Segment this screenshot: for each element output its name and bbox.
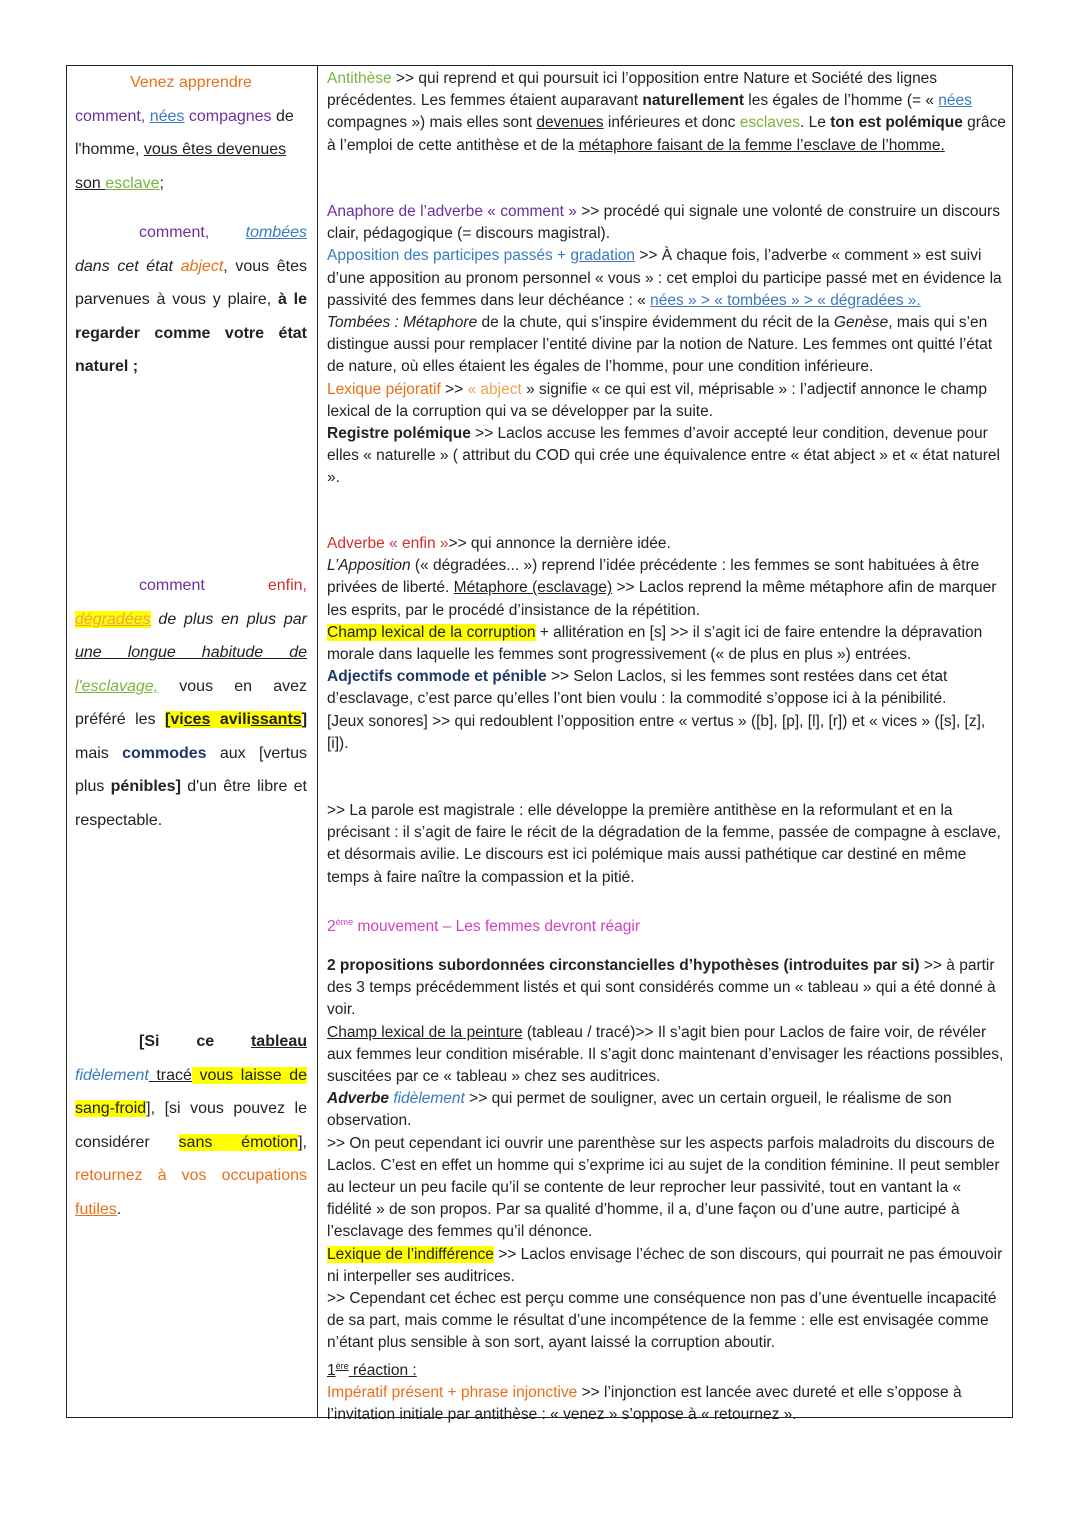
- text-line: Venez apprendre: [130, 74, 252, 91]
- text-line: retournez à vos occupations: [75, 1167, 307, 1184]
- commentary-paragraph: Anaphore de l’adverbe « comment » >> procédé qui signale une volonté de construire un discours clair, pédagogique (= discours magistral).: [327, 203, 1000, 243]
- text-line: l'esclavage, vous en avez: [75, 677, 307, 695]
- commentary-paragraph: Impératif présent + phrase injonctive >> l’injonction est lancée avec dureté et elle s’oppose à l’invitation initiale par antithèse : « venez » s’oppose à « retournez ».: [327, 1384, 962, 1424]
- text-line: préféré les [vices avilissants]: [75, 711, 308, 728]
- text-line: naturel ;: [75, 358, 139, 375]
- column-divider: [317, 66, 318, 1417]
- commentary-block-4: [327, 800, 1007, 889]
- commentary-paragraph: >> Cependant cet échec est perçu comme une conséquence non pas d’une éventuelle incapacité de sa part, mais comme le résultat d’une incompétence de la femme : elle est envisagée comme n’étant plus sensible à son sort, ayant laissé la corruption aboutir.: [327, 1290, 997, 1352]
- commentary-block-5: [327, 955, 1007, 1426]
- analysis-table: [66, 65, 1013, 1424]
- text-line: considérer sans émotion],: [75, 1133, 307, 1151]
- commentary-paragraph: Champ lexical de la corruption + allitération en [s] >> il s’agit ici de faire entendre la dépravation morale dans laquelle les femmes sont progressivement (« de plus en plus ») entrées.: [327, 623, 983, 664]
- text-passage-1: [75, 66, 307, 200]
- text-line: comment enfin,: [139, 577, 307, 594]
- text-passage-3: [75, 569, 307, 837]
- text-line: respectable.: [75, 811, 163, 829]
- commentary-paragraph: Apposition des participes passés + gradation >> À chaque fois, l’adverbe « comment » est suivi d’une apposition au pronom personnel « vous » : cet emploi du participe passé met en évidence la passivité des femmes dans leur déchéance : « nées » > « tombées » > « dégradées ».: [327, 247, 1002, 309]
- commentary-paragraph: Adverbe « enfin »>> qui annonce la dernière idée.: [327, 535, 671, 552]
- commentary-paragraph: Lexique de l’indifférence >> Laclos envisage l’échec de son discours, qui pourrait ne pas émouvoir ni interpeller ses auditrices.: [327, 1245, 1003, 1285]
- text-line: une longue habitude de: [75, 644, 307, 661]
- commentary-paragraph: >> On peut cependant ici ouvrir une parenthèse sur les aspects parfois maladroits du discours de Laclos. C’est en effet un homme qui s’exprime ici au sujet de la condition féminine. Il peut sembler au lecteur un peu facile qu’il se contente de leur reprocher leur passivité, tout en vantant la « fidélité » de son propos. Par sa qualité d’homme, il a, d’une façon ou d’une autre, participé à l’esclavage des femmes qu’il dénonce.: [327, 1134, 1000, 1241]
- commentary-paragraph: [Jeux sonores] >> qui redoublent l’opposition entre « vertus » ([b], [p], [l], [r]) et « vices » ([s], [z], [i]).: [327, 712, 986, 752]
- text-line: dans cet état abject, vous êtes: [75, 257, 307, 275]
- text-line: comment, tombées: [139, 224, 307, 241]
- commentary-paragraph: 1ère réaction :: [327, 1360, 417, 1379]
- text-line: regarder comme votre état: [75, 324, 307, 342]
- commentary-paragraph: >> La parole est magistrale : elle développe la première antithèse en la reformulant et en la précisant : il s’agit de faire le récit de la dégradation de la femme, passée de compagne à esclave, et désormais avilie. Le discours est ici polémique mais aussi pathétique car destiné en même temps à faire naître la compassion et la pitié.: [327, 802, 1001, 886]
- commentary-paragraph: Antithèse >> qui reprend et qui poursuit ici l’opposition entre Nature et Société des lignes précédentes. Les femmes étaient auparavant naturellement les égales de l’homme (= « nées compagnes ») mais elles sont devenues inférieures et donc esclaves. Le ton est polémique grâce à l’emploi de cette antithèse et de la métaphore faisant de la femme l’esclave de l’homme.: [327, 70, 1006, 154]
- text-line: plus pénibles] d'un être libre et: [75, 778, 307, 795]
- commentary-paragraph: Adjectifs commode et pénible >> Selon Laclos, si les femmes sont restées dans cet état d’esclavage, c’est parce qu’elles l’ont bien voulu : la commodité s’oppose ici à la pénibilité.: [327, 668, 948, 708]
- text-line: fidèlement tracé vous laisse de: [75, 1066, 307, 1084]
- text-line: [Si ce tableau: [139, 1033, 307, 1050]
- commentary-paragraph: Registre polémique >> Laclos accuse les femmes d’avoir accepté leur condition, devenue pour elles « naturelle » ( attribut du COD qui crée une équivalence entre « état abject » et « état naturel ».: [327, 425, 1000, 487]
- commentary-block-1: [327, 68, 1007, 157]
- text-passage-2: [75, 216, 307, 384]
- commentary-paragraph: 2 propositions subordonnées circonstancielles d’hypothèses (introduites par si) >> à partir des 3 temps précédemment listés et qui sont considérés comme un « tableau » qui a été donné à voir.: [327, 957, 996, 1019]
- commentary-block-3: [327, 533, 1007, 755]
- text-line: son esclave;: [75, 174, 164, 192]
- commentary-paragraph: Tombées : Métaphore de la chute, qui s’inspire évidemment du récit de la Genèse, mais qui s’en distingue aussi pour remplacer l’entité divine par la notion de Nature. Les femmes ont quitté l’état de nature, où elles étaient les égales de l’homme, pour une condition inférieure.: [327, 314, 993, 376]
- text-line: dégradées de plus en plus par: [75, 610, 307, 628]
- text-passage-4: [75, 1025, 307, 1226]
- text-line: comment, nées compagnes de: [75, 107, 294, 125]
- commentary-paragraph: Lexique péjoratif >> « abject » signifie « ce qui est vil, méprisable » : l’adjectif annonce le champ lexical de la corruption qui va se développer par la suite.: [327, 380, 988, 420]
- commentary-paragraph: L’Apposition (« dégradées... ») reprend l’idée précédente : les femmes se sont habituées à être privées de liberté. Métaphore (esclavage) >> Laclos reprend la même métaphore afin de marquer les esprits, par le procédé d’insistance de la répétition.: [327, 557, 997, 619]
- section-heading: 2ème mouvement – Les femmes devront réagir: [327, 917, 641, 936]
- commentary-paragraph: Adverbe fidèlement >> qui permet de souligner, avec un certain orgueil, le réalisme de son observation.: [327, 1090, 952, 1130]
- commentary-block-2: [327, 201, 1007, 490]
- text-line: parvenues à vous y plaire, à le: [75, 291, 308, 308]
- commentary-paragraph: Champ lexical de la peinture (tableau / tracé)>> Il s’agit bien pour Laclos de faire voir, de révéler aux femmes leur condition misérable. Il s’agit donc maintenant d’envisager les réactions possibles, suscitées par ce « tableau » chez ses auditrices.: [327, 1023, 1004, 1086]
- text-line: mais commodes aux [vertus: [75, 744, 307, 762]
- text-line: l'homme, vous êtes devenues: [75, 141, 287, 158]
- text-line: sang-froid], [si vous pouvez le: [75, 1100, 307, 1117]
- text-line: futiles.: [75, 1200, 122, 1218]
